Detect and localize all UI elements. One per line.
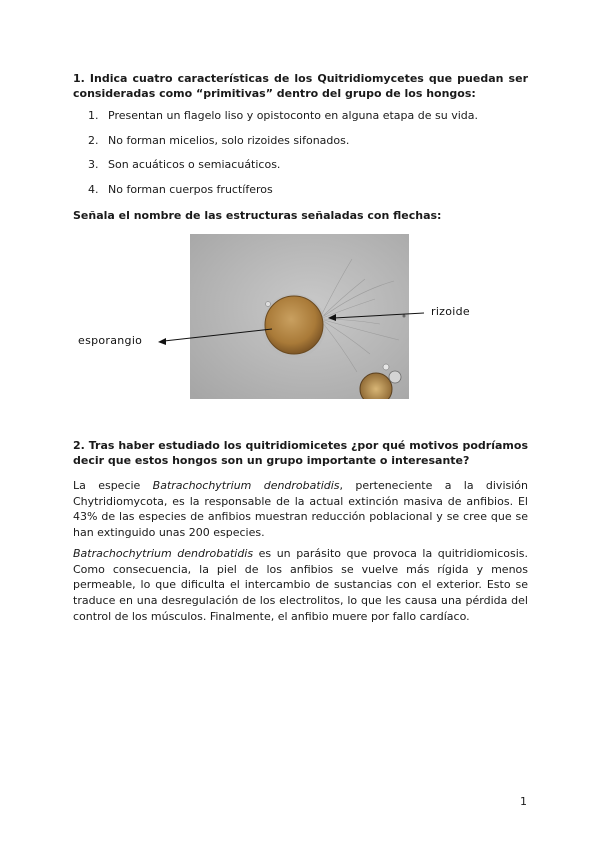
answer-list	[88, 108, 478, 206]
page-number: 1	[520, 795, 527, 808]
list-item: 1. Presentan un flagelo liso y opistoconto en alguna etapa de su vida.	[88, 109, 478, 122]
list-item: 3. Son acuáticos o semiacuáticos.	[88, 158, 281, 171]
list-item: 4. No forman cuerpos fructíferos	[88, 182, 273, 196]
structures-heading: Señala el nombre de las estructuras señaladas con flechas:	[73, 209, 442, 222]
list-item: 2. No forman micelios, solo rizoides sifonados.	[88, 133, 350, 147]
label-esporangio: esporangio	[78, 334, 143, 347]
label-rizoide: rizoide	[431, 305, 470, 318]
micrograph-image	[190, 234, 409, 399]
question-1-heading: 1. Indica cuatro características de los Quitridiomycetes que puedan ser consideradas como “primitivas” dentro del grupo de los hongos:	[73, 72, 528, 100]
paragraph-1: La especie Batrachochytrium dendrobatidis, perteneciente a la división Chytridiomycota, es la responsable de la actual extinción masiva de anfibios. El 43% de las especies de anfibios muestran reducción poblacional y se cree que se han extinguido unas 200 especies.	[73, 479, 528, 540]
paragraph-2: Batrachochytrium dendrobatidis es un parásito que provoca la quitridiomicosis. Como consecuencia, la piel de los anfibios se vuelve más rígida y menos permeable, lo que dificulta el intercambio de sustancias con el exterior. Esto se traduce en una desregulación de los electrolitos, lo que les causa una pérdida del control de los músculos. Finalmente, el anfibio muere por fallo cardíaco.	[73, 547, 528, 623]
arrow-esporangio-head	[158, 338, 166, 345]
question-2-heading: 2. Tras haber estudiado los quitridiomicetes ¿por qué motivos podríamos decir que estos hongos son un grupo importante o interesante?	[73, 439, 528, 467]
